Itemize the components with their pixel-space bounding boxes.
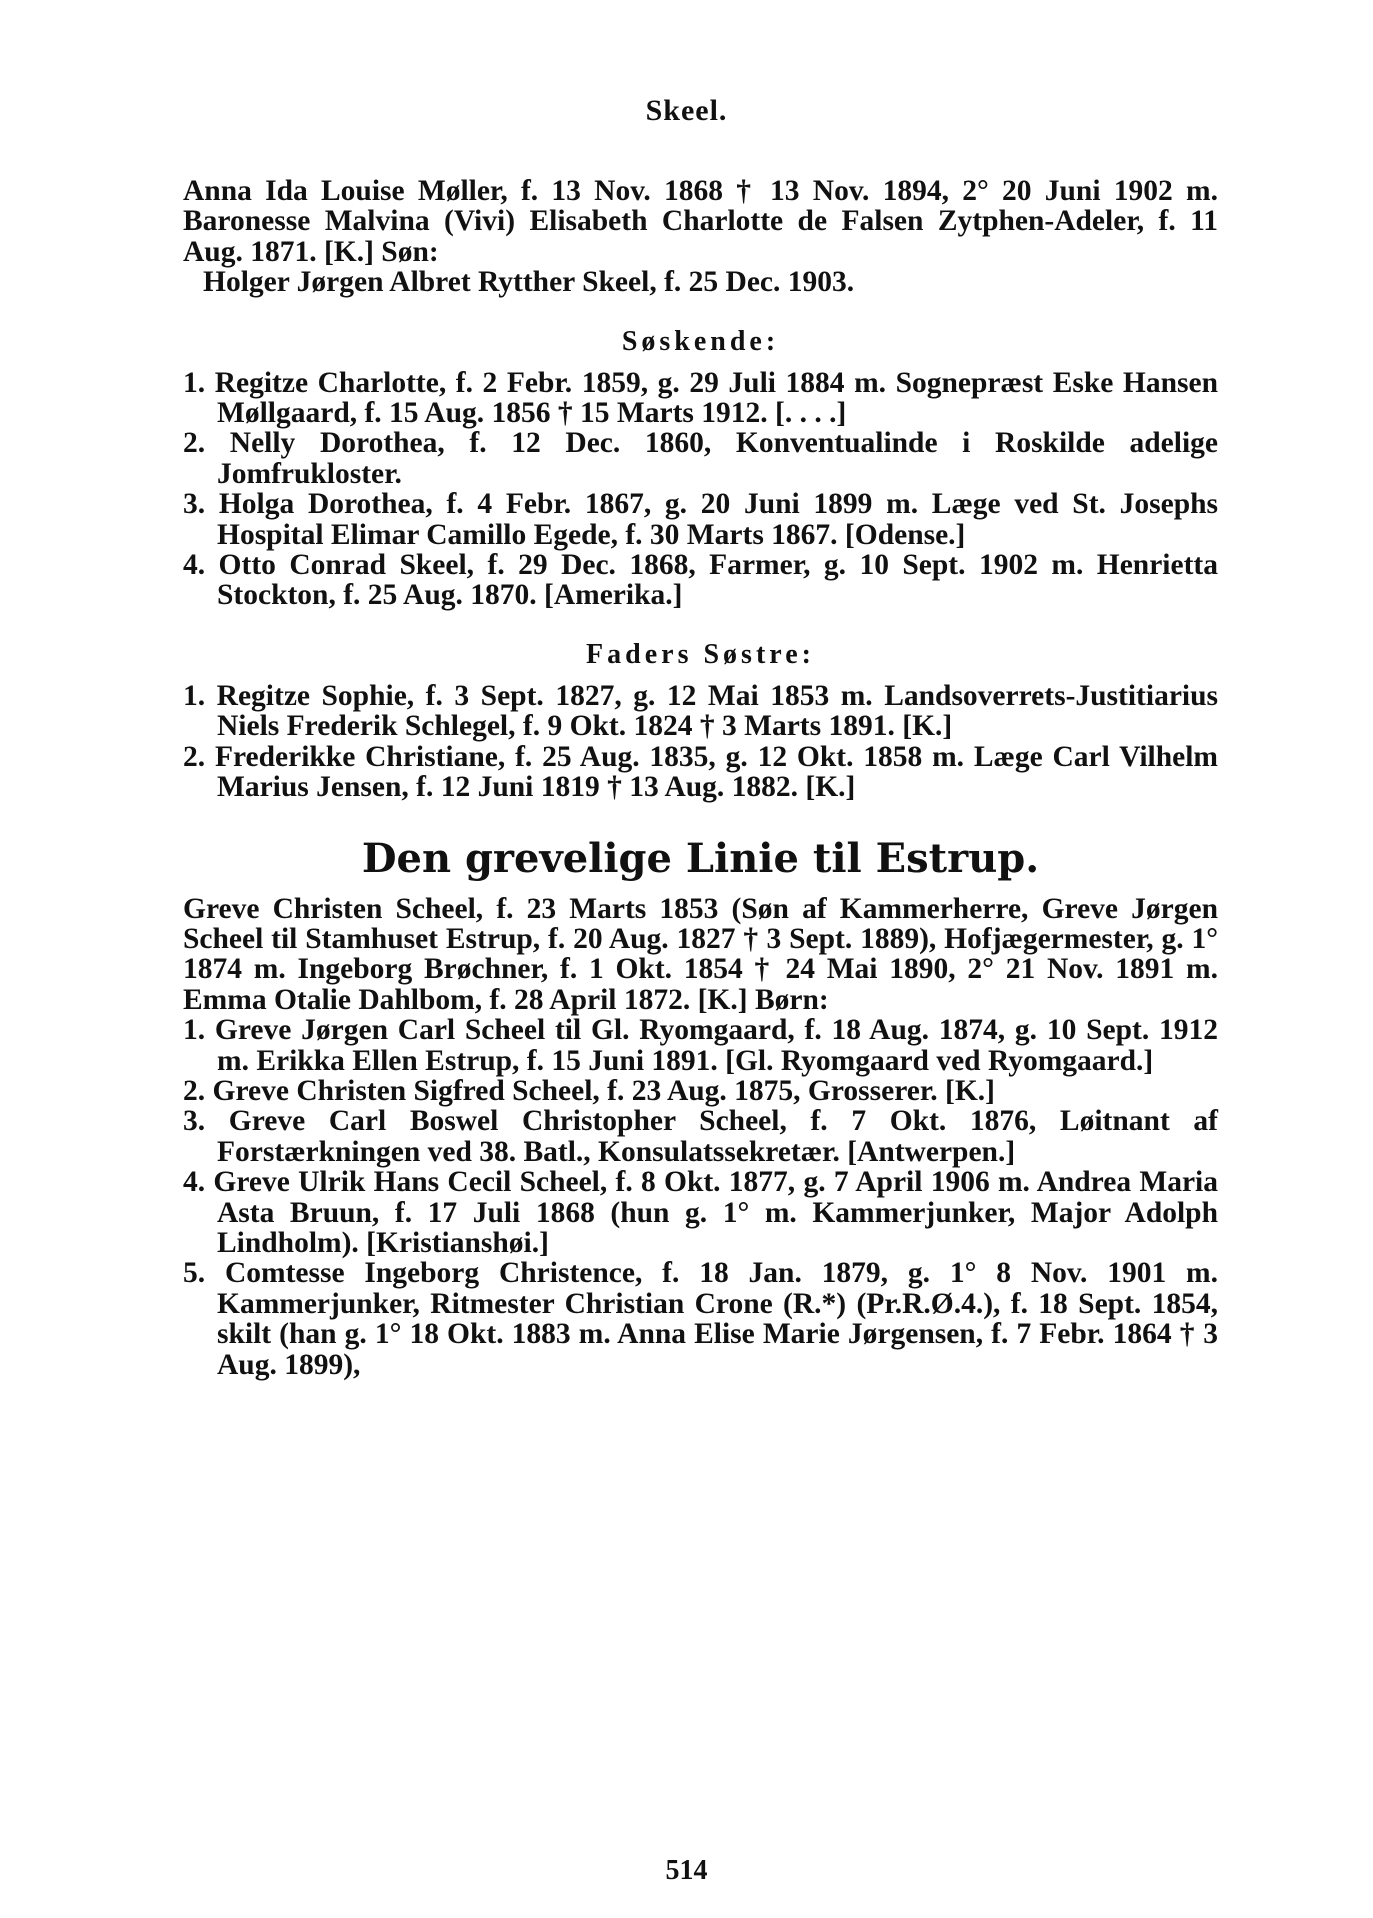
- aunts-heading: Faders Søstre:: [586, 638, 815, 670]
- child-entry: 5. Comtesse Ingeborg Christence, f. 18 Jan. 1879, g. 1° 8 Nov. 1901 m. Kammerjunker, Ritmester Christian Crone (R.*) (Pr.R.Ø.4.), f. 18 Sept. 1854, skilt (han g. 1° 18 Okt. 1883 m. Anna Elise Marie Jørgensen, f. 7 Febr. 1864 † 3 Aug. 1899),: [183, 1257, 1218, 1381]
- intro-son: Holger Jørgen Albret Rytther Skeel, f. 25 Dec. 1903.: [203, 266, 855, 299]
- sibling-entry: 4. Otto Conrad Skeel, f. 29 Dec. 1868, Farmer, g. 10 Sept. 1902 m. Henrietta Stockton, f. 25 Aug. 1870. [Amerika.]: [183, 549, 1218, 612]
- siblings-heading: Søskende:: [621, 325, 780, 357]
- page-content: [183, 176, 1218, 1380]
- child-entry: 4. Greve Ulrik Hans Cecil Scheel, f. 8 Okt. 1877, g. 7 April 1906 m. Andrea Maria Asta Bruun, f. 17 Juli 1868 (hun g. 1° m. Kammerjunker, Major Adolph Lindholm). [Kristianshøi.]: [183, 1166, 1218, 1259]
- sibling-entry: 3. Holga Dorothea, f. 4 Febr. 1867, g. 20 Juni 1899 m. Læge ved St. Josephs Hospital Elimar Camillo Egede, f. 30 Marts 1867. [Odense.]: [183, 488, 1218, 551]
- child-entry: 3. Greve Carl Boswel Christopher Scheel, f. 7 Okt. 1876, Løitnant af Forstærkningen ved 38. Batl., Konsulatssekretær. [Antwerpen.]: [183, 1105, 1218, 1168]
- running-head: Skeel.: [645, 94, 728, 127]
- intro-paragraph: Anna Ida Louise Møller, f. 13 Nov. 1868 † 13 Nov. 1894, 2° 20 Juni 1902 m. Baronesse Malvina (Vivi) Elisabeth Charlotte de Falsen Zytphen-Adeler, f. 11 Aug. 1871. [K.] Søn:: [183, 175, 1218, 268]
- sibling-entry: 1. Regitze Charlotte, f. 2 Febr. 1859, g. 29 Juli 1884 m. Sognepræst Eske Hansen Møllgaard, f. 15 Aug. 1856 † 15 Marts 1912. [. . . .]: [183, 366, 1218, 430]
- child-entry: 2. Greve Christen Sigfred Scheel, f. 23 Aug. 1875, Grosserer. [K.]: [183, 1074, 995, 1107]
- estrup-intro: Greve Christen Scheel, f. 23 Marts 1853 (Søn af Kammerherre, Greve Jørgen Scheel til Stamhuset Estrup, f. 20 Aug. 1827 † 3 Sept. 1889), Hofjægermester, g. 1° 1874 m. Ingeborg Brøchner, f. 1 Okt. 1854 † 24 Mai 1890, 2° 21 Nov. 1891 m. Emma Otalie Dahlbom, f. 28 April 1872. [K.] Børn:: [183, 892, 1218, 1016]
- page-number: 514: [665, 1855, 708, 1886]
- section-heading: Den grevelige Linie til Estrup.: [361, 834, 1040, 882]
- aunt-entry: 2. Frederikke Christiane, f. 25 Aug. 1835, g. 12 Okt. 1858 m. Læge Carl Vilhelm Marius Jensen, f. 12 Juni 1819 † 13 Aug. 1882. [K.]: [183, 740, 1218, 804]
- child-entry: 1. Greve Jørgen Carl Scheel til Gl. Ryomgaard, f. 18 Aug. 1874, g. 10 Sept. 1912 m. Erikka Ellen Estrup, f. 15 Juni 1891. [Gl. Ryomgaard ved Ryomgaard.]: [183, 1014, 1218, 1077]
- sibling-entry: 2. Nelly Dorothea, f. 12 Dec. 1860, Konventualinde i Roskilde adelige Jomfrukloster.: [183, 427, 1218, 490]
- aunt-entry: 1. Regitze Sophie, f. 3 Sept. 1827, g. 12 Mai 1853 m. Landsoverrets-Justitiarius Niels Frederik Schlegel, f. 9 Okt. 1824 † 3 Marts 1891. [K.]: [183, 679, 1218, 743]
